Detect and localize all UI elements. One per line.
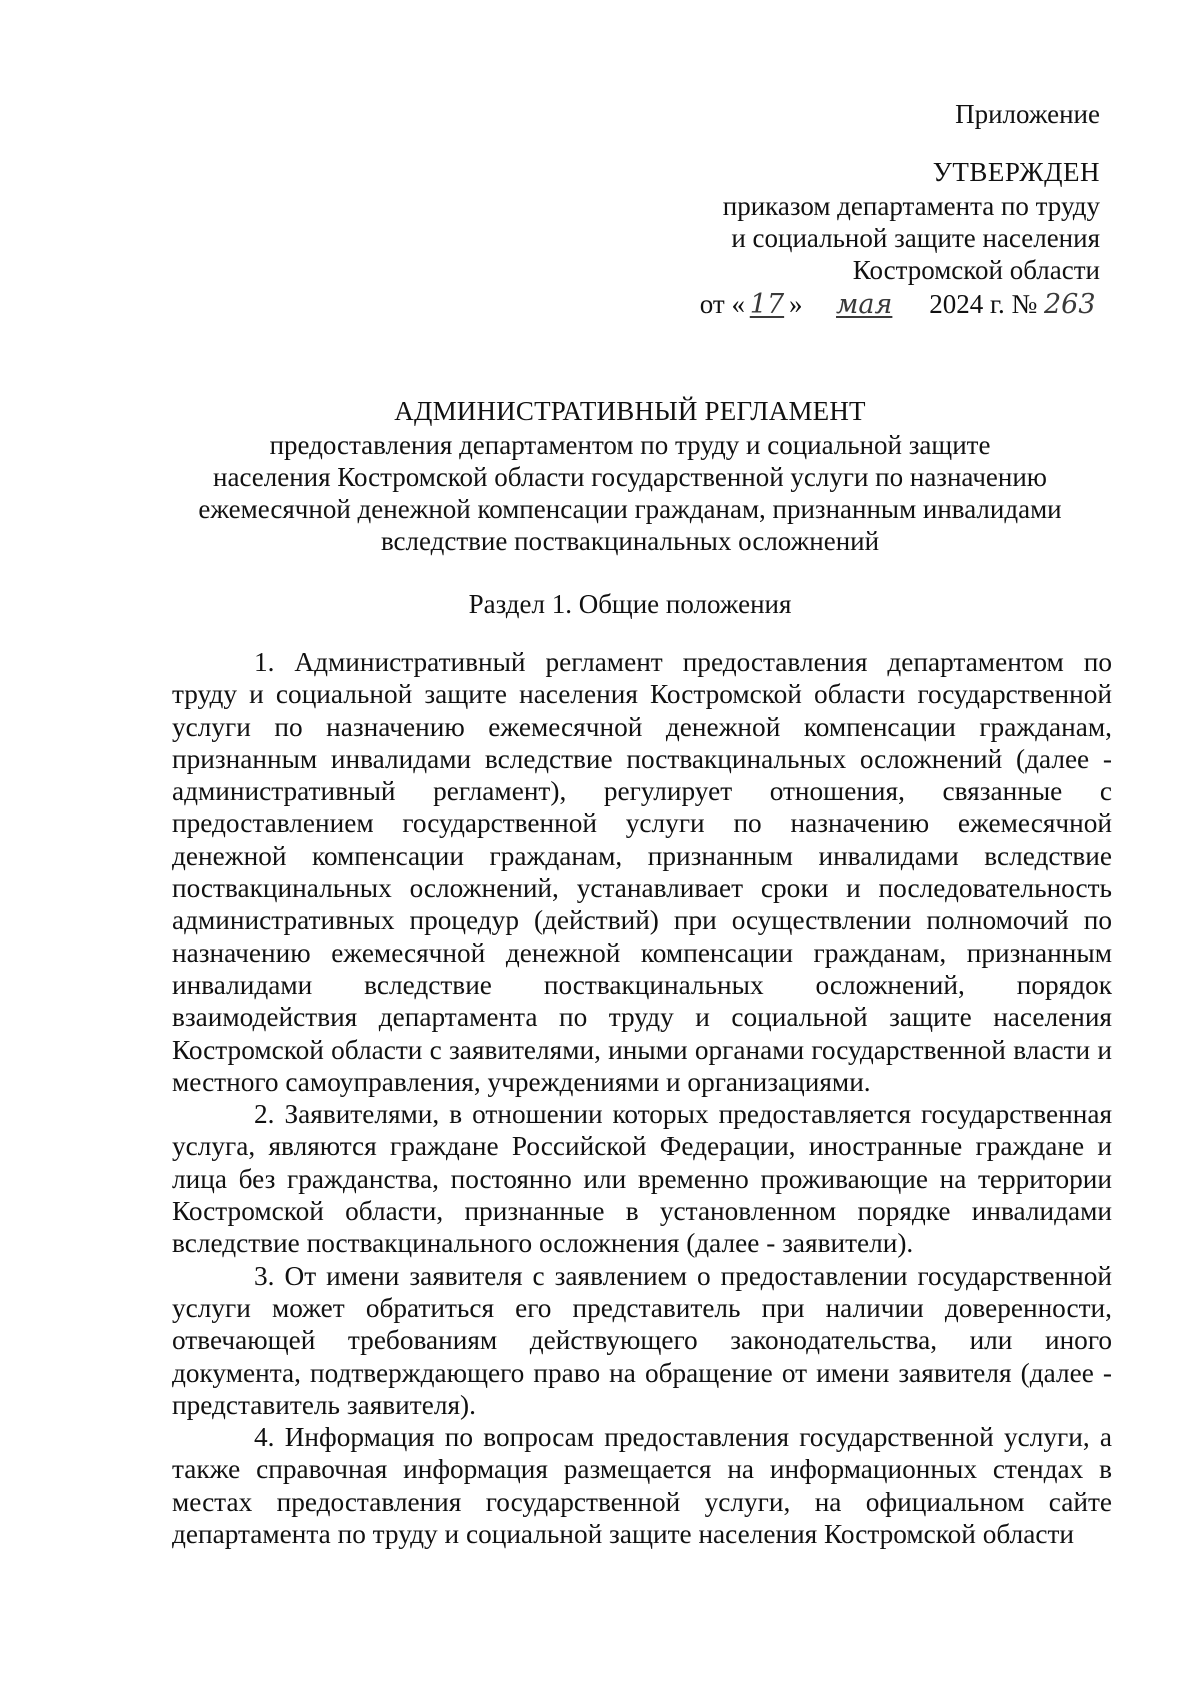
approved-label: УТВЕРЖДЕН xyxy=(932,157,1100,187)
handwritten-order-number: 263 xyxy=(1044,289,1096,320)
document-subtitle-line-3: ежемесячной денежной компенсации гражданам, признанным инвалидами xyxy=(198,494,1062,524)
body-text xyxy=(172,646,1112,1550)
approval-line-3: Костромской области xyxy=(852,255,1100,285)
document-subtitle-line-2: населения Костромской области государственной услуги по назначению xyxy=(213,462,1047,492)
date-day-suffix: » xyxy=(788,289,803,319)
approval-line-1: приказом департамента по труду xyxy=(722,191,1100,221)
paragraph-1: 1. Административный регламент предоставления департаментом по труду и социальной защите населения Костромской области государственной услуги по назначению ежемесячной денежной компенсации гражданам, признанным инвалидами вследствие поствакцинальных осложнений (далее - административный регламент), регулирует отношения, связанные с предоставлением государственной услуги по назначению ежемесячной денежной компенсации гражданам, признанным инвалидами вследствие поствакцинальных осложнений, устанавливает сроки и последовательность административных процедур (действий) при осуществлении полномочий по назначению ежемесячной денежной компенсации гражданам, признанным инвалидами вследствие поствакцинальных осложнений, порядок взаимодействия департамента по труду и социальной защите населения Костромской области с заявителями, иными органами государственной власти и местного самоуправления, учреждениями и организациями. xyxy=(172,647,1112,1097)
appendix-label: Приложение xyxy=(955,99,1100,129)
document-subtitle-line-4: вследствие поствакцинальных осложнений xyxy=(380,526,880,556)
section-heading: Раздел 1. Общие положения xyxy=(468,589,792,619)
document-title-block xyxy=(180,395,1080,557)
handwritten-day: 17 xyxy=(749,289,785,320)
approval-line-2: и социальной защите населения xyxy=(731,223,1100,253)
paragraph-4: 4. Информация по вопросам предоставления государственной услуги, а также справочная информация размещается на информационных стендах в местах предоставления государственной услуги, на официальном сайте департамента по труду и социальной защите населения Костромской области xyxy=(172,1422,1112,1550)
approval-date-line xyxy=(580,288,1100,321)
document-subtitle-line-1: предоставления департаментом по труду и социальной защите xyxy=(269,430,991,460)
paragraph-3: 3. От имени заявителя с заявлением о предоставлении государственной услуги может обратиться его представитель при наличии доверенности, отвечающей требованиям действующего законодательства, или иного документа, подтверждающего право на обращение от имени заявителя (далее - представитель заявителя). xyxy=(172,1260,1112,1420)
handwritten-month: мая xyxy=(836,289,893,320)
approval-block xyxy=(580,98,1100,321)
date-year: 2024 г. № xyxy=(929,289,1038,319)
date-prefix: от « xyxy=(699,289,745,319)
paragraph-2: 2. Заявителями, в отношении которых предоставляется государственная услуга, являются граждане Российской Федерации, иностранные граждане и лица без гражданства, постоянно или временно проживающие на территории Костромской области, признанные в установленном порядке инвалидами вследствие поствакцинального осложнения (далее - заявители). xyxy=(172,1099,1112,1259)
document-title: АДМИНИСТРАТИВНЫЙ РЕГЛАМЕНТ xyxy=(394,396,866,426)
